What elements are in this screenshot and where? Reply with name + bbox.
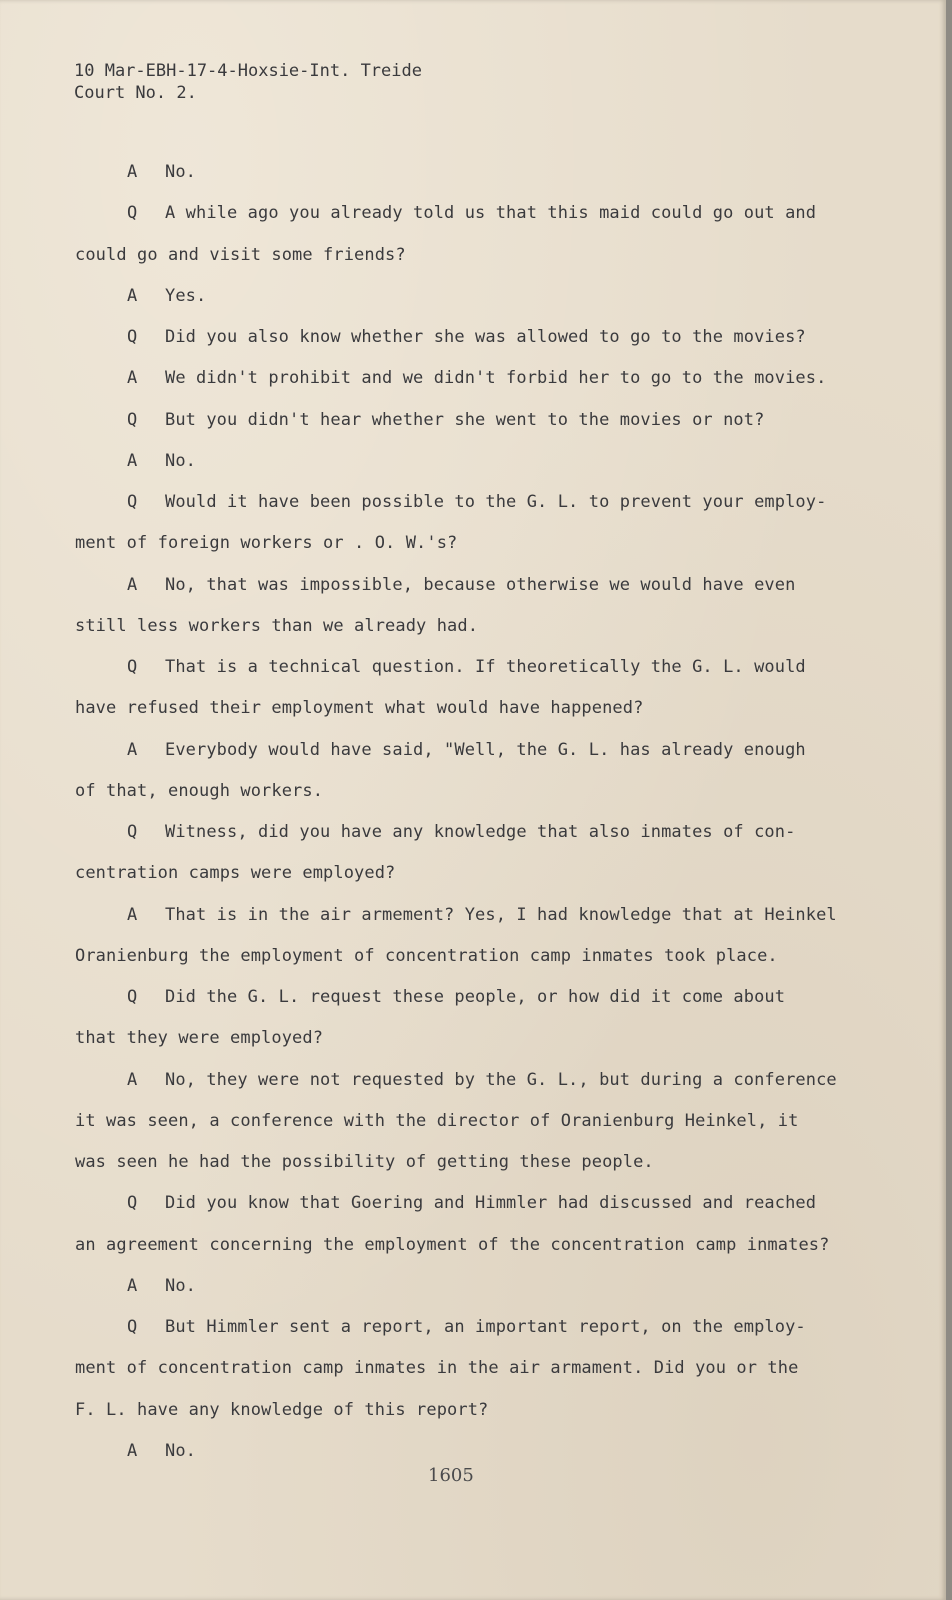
question-text-line: Witness, did you have any knowledge that also inmates of con- (165, 822, 796, 842)
question-marker: Q (127, 657, 138, 677)
answer-text-line: Oranienburg the employment of concentration camp inmates took place. (75, 945, 778, 966)
answer-text-line: Yes. (165, 285, 207, 306)
answer-text-line: of that, enough workers. (75, 780, 324, 801)
question-text-line: Would it have been possible to the G. L. to prevent your employ- (165, 492, 827, 512)
question-text-line: ment of foreign workers or . O. W.'s? (75, 533, 458, 554)
answer-marker: A (127, 904, 138, 925)
question-text-line: have refused their employment what would have happened? (75, 698, 644, 719)
question-marker: Q (127, 822, 138, 842)
question-marker: Q (127, 1193, 138, 1214)
question-text-line: could go and visit some friends? (75, 244, 406, 265)
answer-text-line: Everybody would have said, "Well, the G. L. has already enough (165, 739, 806, 760)
answer-marker: A (127, 574, 138, 595)
question-marker: Q (127, 492, 138, 512)
answer-text-line: No. (165, 1440, 197, 1461)
answer-text-line: No, that was impossible, because otherwise we would have even (165, 574, 796, 595)
header-reference-line: 10 Mar-EBH-17-4-Hoxsie-Int. Treide (74, 61, 422, 81)
question-text-line: Did the G. L. request these people, or how did it come about (165, 987, 786, 1007)
answer-text-line: No, they were not requested by the G. L., but during a conference (165, 1069, 837, 1090)
header-court-line: Court No. 2. (74, 83, 197, 103)
question-text-line: But Himmler sent a report, an important report, on the employ- (165, 1317, 806, 1337)
answer-marker: A (127, 162, 138, 182)
question-text-line: ment of concentration camp inmates in the air armament. Did you or the (75, 1358, 799, 1379)
question-marker: Q (127, 327, 138, 347)
question-text-line: F. L. have any knowledge of this report? (75, 1399, 489, 1420)
answer-marker: A (127, 739, 138, 760)
question-text-line: Did you know that Goering and Himmler had discussed and reached (165, 1193, 817, 1214)
question-text-line: that they were employed? (75, 1028, 324, 1049)
answer-text-line: No. (165, 450, 197, 471)
answer-text-line: We didn't prohibit and we didn't forbid her to go to the movies. (165, 368, 827, 389)
answer-text-line: still less workers than we already had. (75, 615, 479, 636)
question-marker: Q (127, 987, 138, 1007)
question-text-line: Did you also know whether she was allowed to go to the movies? (165, 327, 806, 347)
question-marker: Q (127, 1317, 138, 1337)
question-marker: Q (127, 203, 138, 224)
answer-text-line: That is in the air armement? Yes, I had knowledge that at Heinkel (165, 904, 837, 925)
answer-marker: A (127, 285, 138, 306)
answer-text-line: was seen he had the possibility of getting these people. (75, 1152, 654, 1172)
answer-marker: A (127, 1275, 138, 1296)
question-text-line: But you didn't hear whether she went to the movies or not? (165, 409, 765, 430)
question-text-line: an agreement concerning the employment of the concentration camp inmates? (75, 1234, 830, 1255)
question-text-line: centration camps were employed? (75, 863, 396, 884)
answer-text-line: No. (165, 162, 197, 182)
question-marker: Q (127, 409, 138, 430)
answer-marker: A (127, 450, 138, 471)
answer-marker: A (127, 1069, 138, 1090)
question-text-line: A while ago you already told us that this maid could go out and (165, 203, 817, 224)
page-number: 1605 (428, 1465, 474, 1486)
answer-marker: A (127, 368, 138, 389)
answer-marker: A (127, 1440, 138, 1461)
answer-text-line: it was seen, a conference with the director of Oranienburg Heinkel, it (75, 1110, 799, 1131)
question-text-line: That is a technical question. If theoretically the G. L. would (165, 657, 806, 677)
answer-text-line: No. (165, 1275, 197, 1296)
